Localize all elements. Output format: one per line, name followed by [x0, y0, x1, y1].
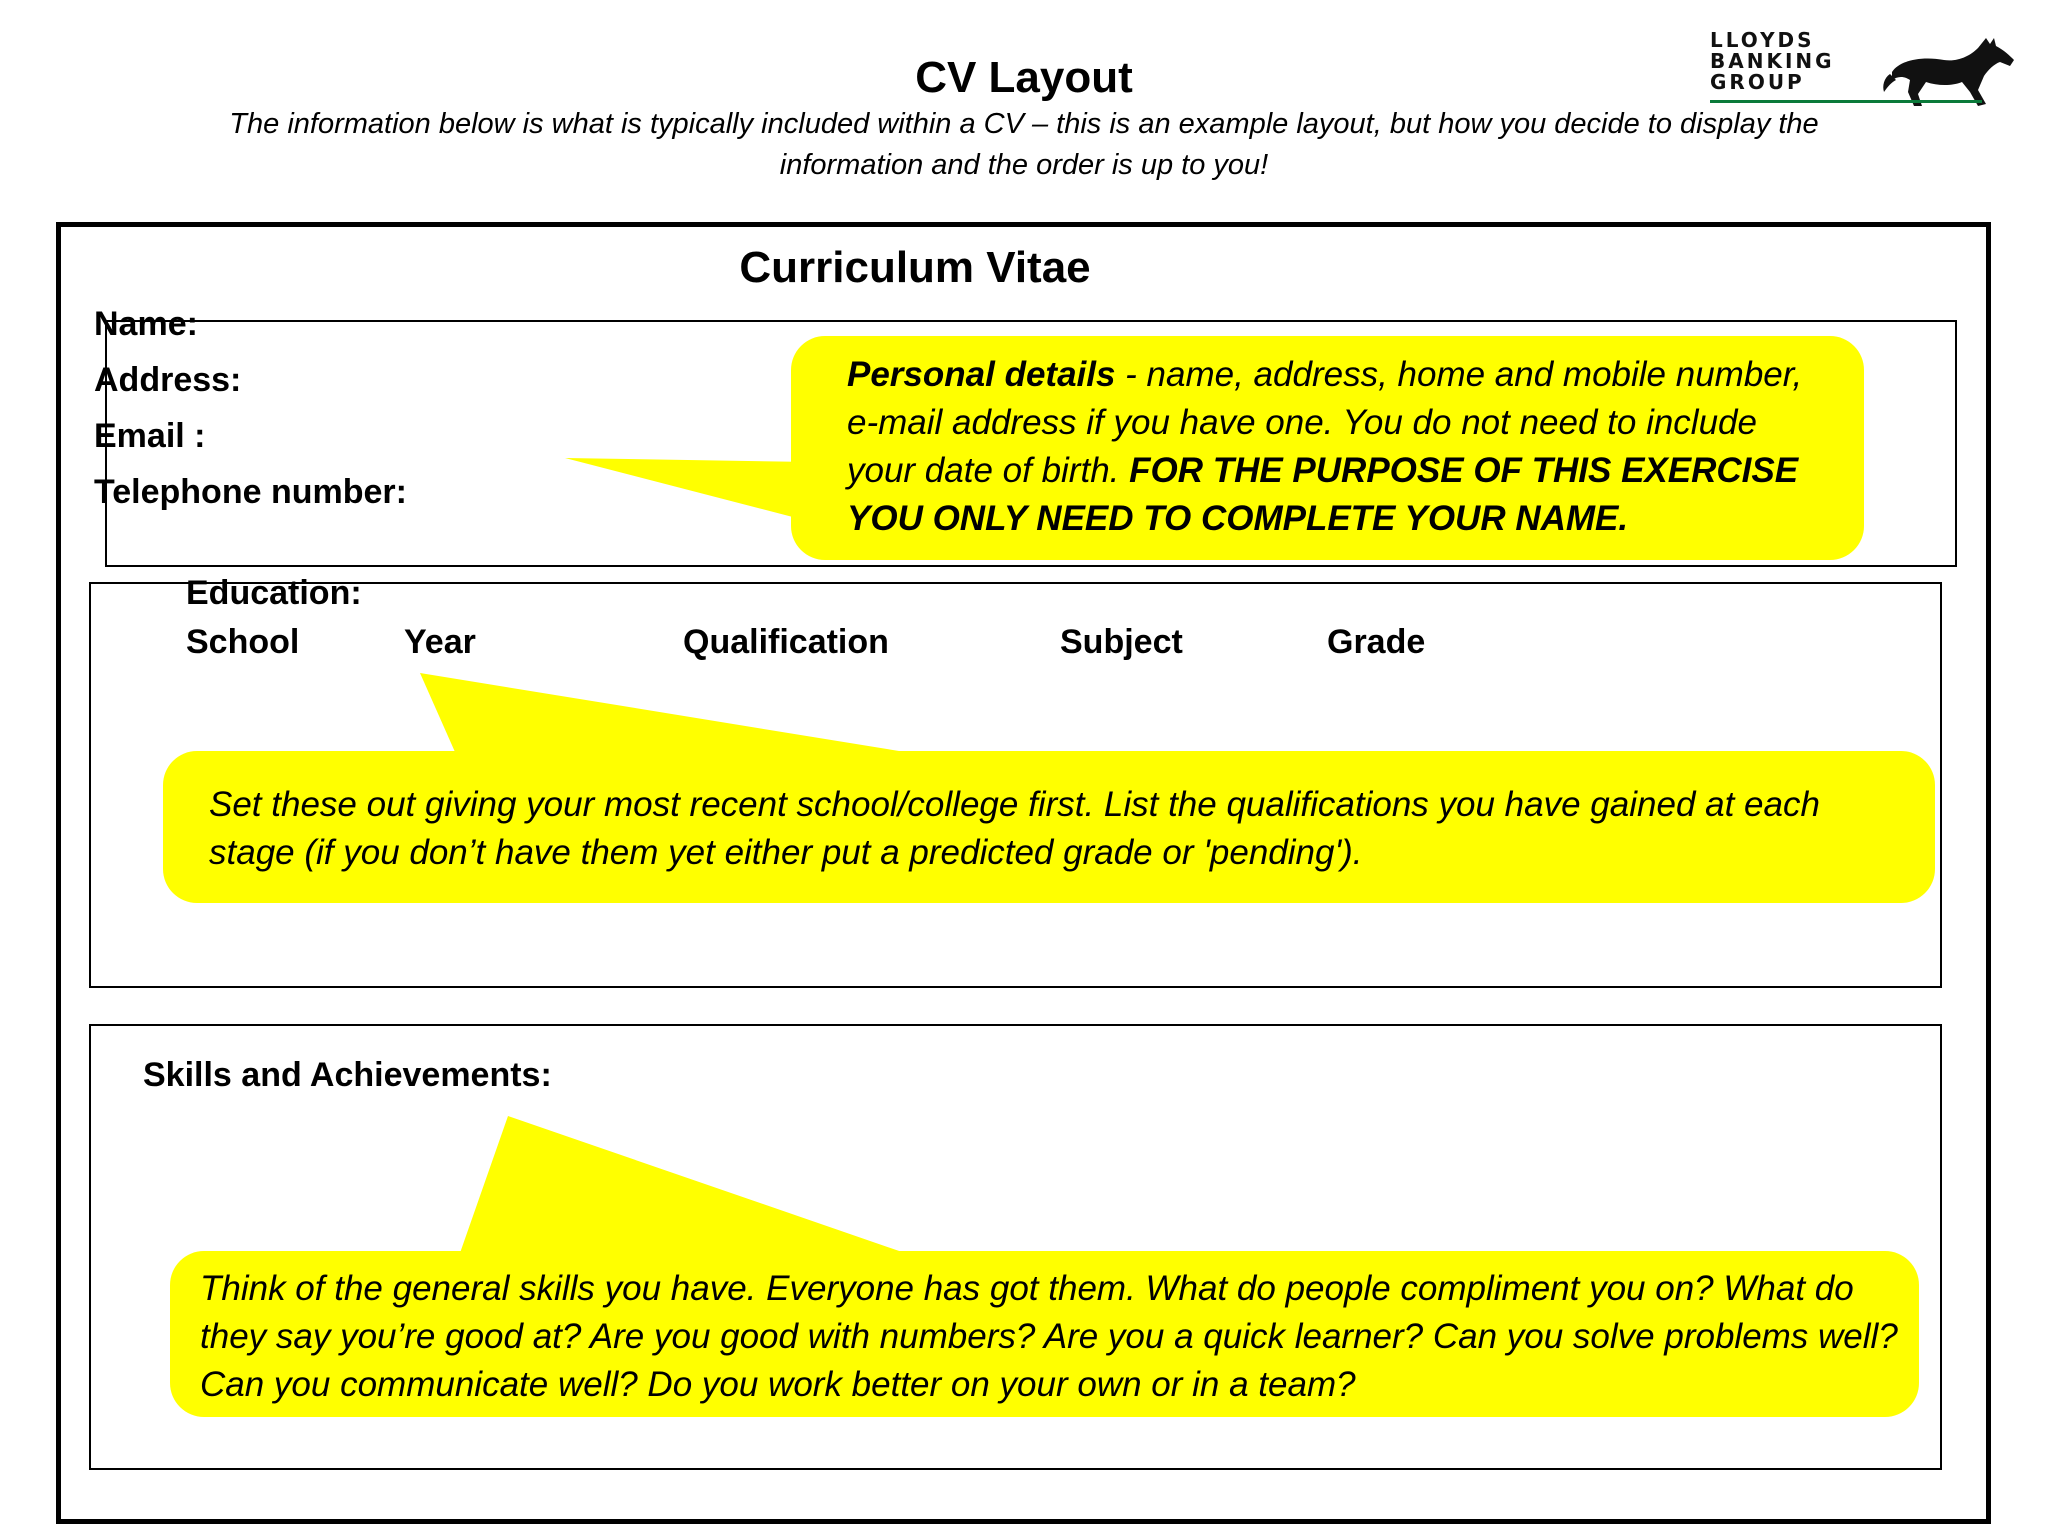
personal-callout-lead: Personal details: [847, 355, 1116, 394]
column-header-grade: Grade: [1327, 623, 1426, 661]
education-callout: [163, 751, 1935, 903]
logo-text-line-3: GROUP: [1710, 70, 1805, 94]
column-header-subject: Subject: [1060, 623, 1183, 661]
column-header-qualification: Qualification: [683, 623, 889, 661]
education-callout-text: Set these out giving your most recent school/college first. List the qualifications you have gained at each stage (if you don’t have them yet either put a predicted grade or 'pending').: [209, 785, 1820, 872]
personal-details-callout: [791, 336, 1864, 560]
column-header-year: Year: [404, 623, 476, 661]
cv-heading: Curriculum Vitae: [739, 243, 1091, 292]
logo-text-line-1: LLOYDS: [1710, 28, 1815, 52]
education-heading: Education:: [186, 574, 362, 612]
address-label: Address:: [94, 361, 242, 399]
skills-callout: [170, 1251, 1919, 1417]
page-subtitle: The information below is what is typically included within a CV – this is an example layout, but how you decide to display the information and the order is up to you!: [229, 108, 1819, 181]
telephone-label: Telephone number:: [94, 473, 407, 511]
education-callout-pointer: [420, 673, 905, 752]
skills-callout-text: Think of the general skills you have. Everyone has got them. What do people compliment you on? What do they say you’re good at? Are you good with numbers? Are you a quick learner? Can you solve problems well? Can you communicate well? Do you work better on your own or in a team?: [200, 1269, 1898, 1404]
personal-callout-emphasis: FOR THE PURPOSE OF THIS EXERCISE YOU ONLY NEED TO COMPLETE YOUR NAME.: [847, 451, 1799, 538]
personal-callout-pointer: [565, 458, 812, 522]
column-header-school: School: [186, 623, 300, 661]
personal-callout-text: - name, address, home and mobile number, e-mail address if you have one. You do not need to include your date of birth.: [847, 355, 1803, 490]
email-label: Email :: [94, 417, 206, 455]
skills-callout-pointer: [460, 1116, 905, 1253]
name-label: Name:: [94, 305, 198, 343]
skills-heading: Skills and Achievements:: [143, 1056, 552, 1094]
page-title: CV Layout: [915, 53, 1133, 102]
logo-text-line-2: BANKING: [1710, 49, 1835, 73]
